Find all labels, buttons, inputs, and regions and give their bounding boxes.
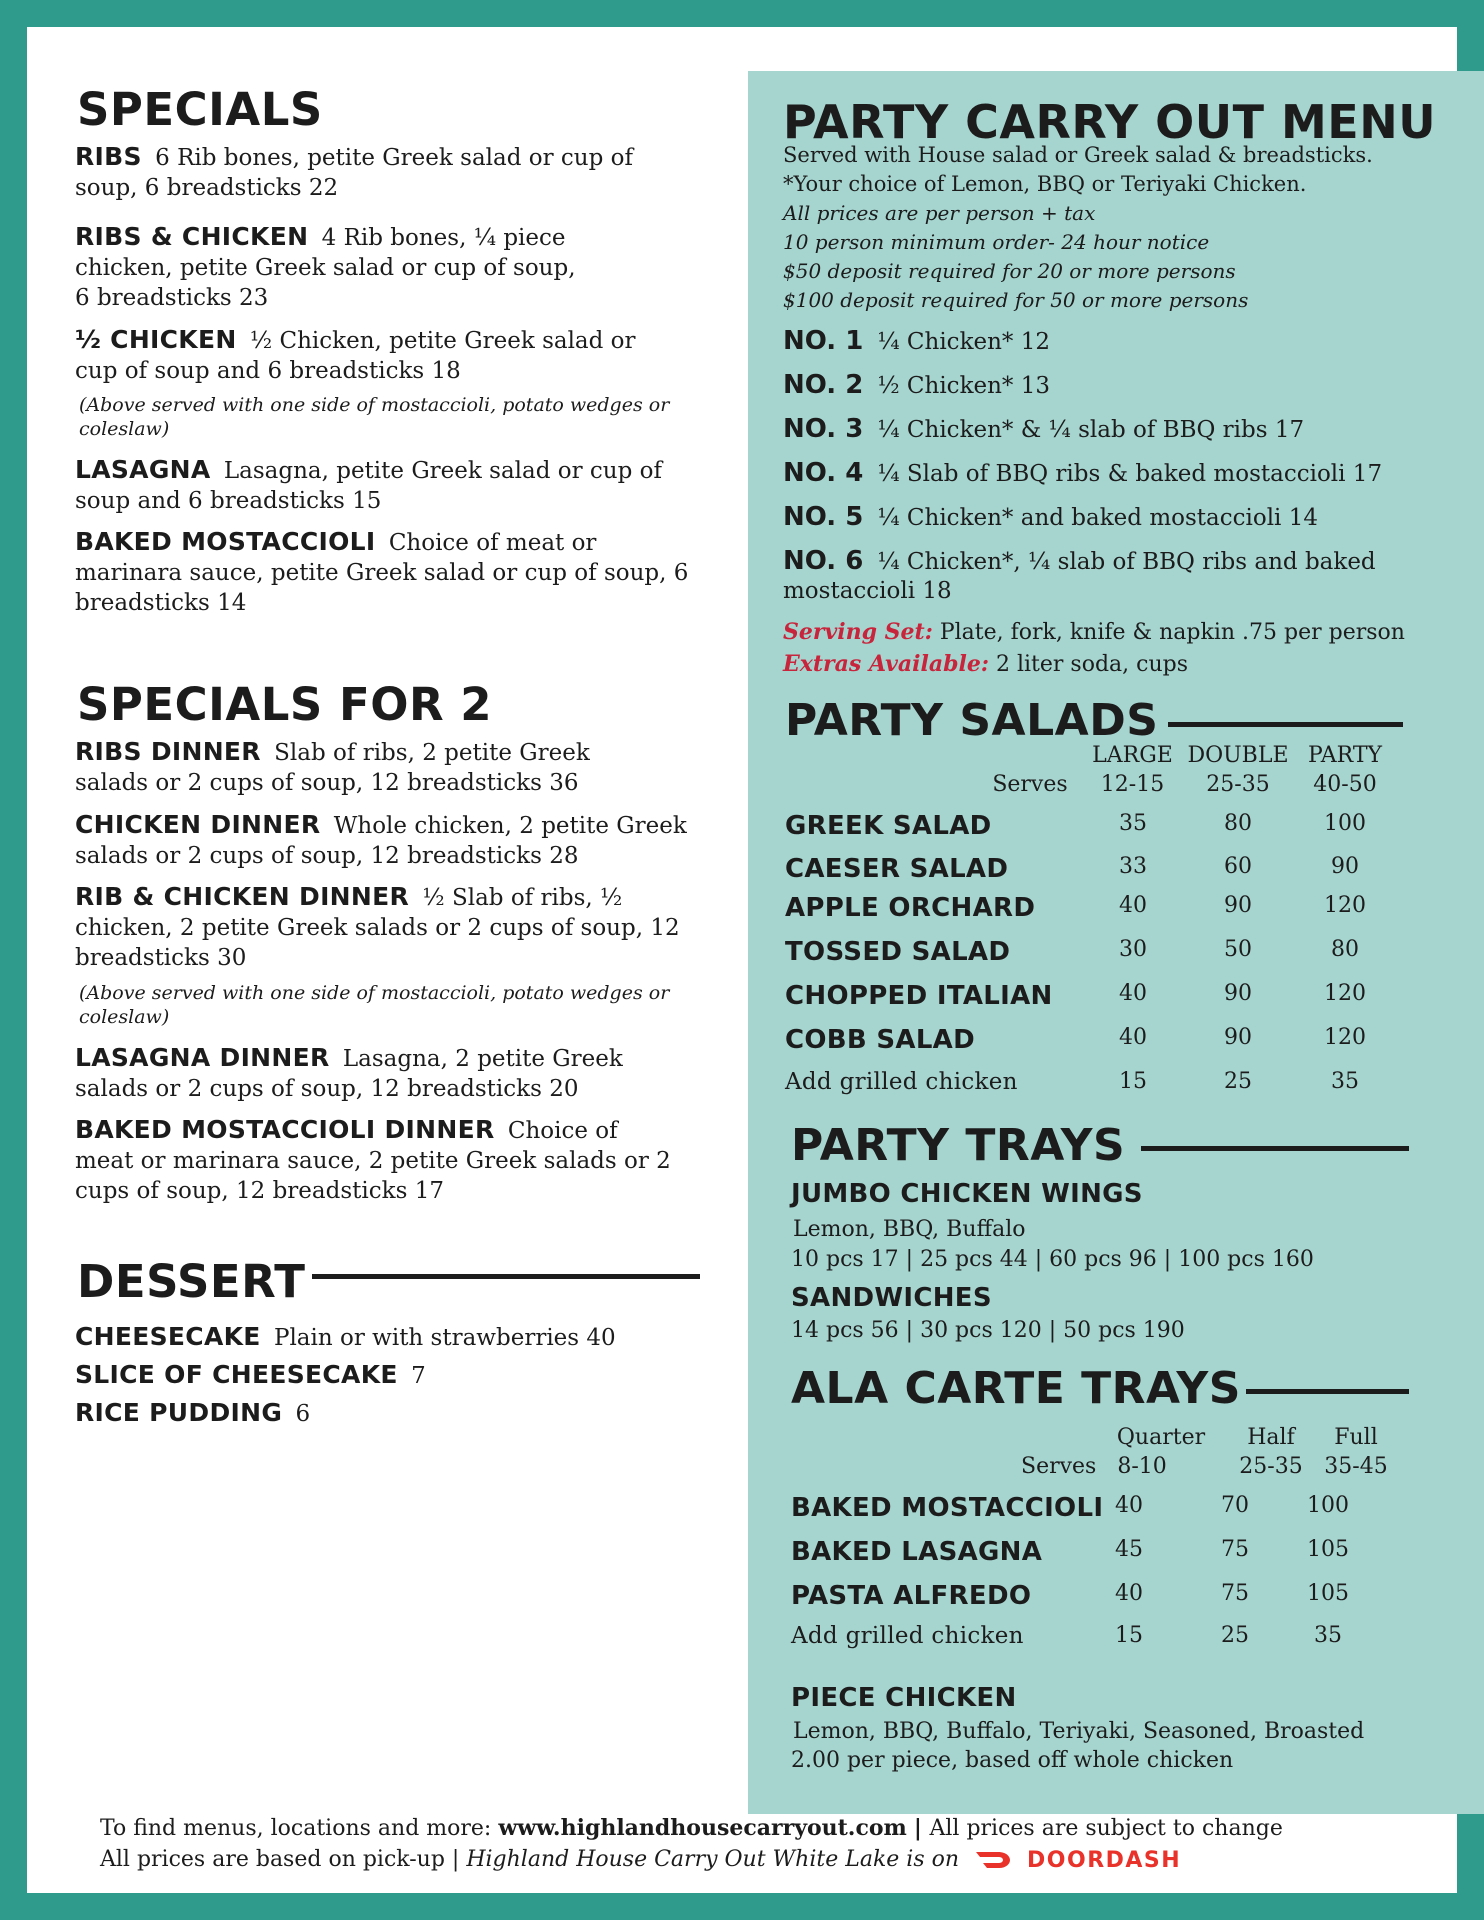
cell-double: 60 [1224, 854, 1252, 879]
cell-quarter: 15 [1115, 1623, 1143, 1648]
col-size: Full [1334, 1425, 1378, 1450]
row-name: TOSSED SALAD [785, 937, 1011, 967]
cell-party: 120 [1324, 981, 1366, 1006]
combo-number: NO. 1 [783, 326, 864, 356]
specials-note: (Above served with one side of mostaccioli, potato wedges or coleslaw) [79, 394, 670, 440]
sandwiches-prices: 14 pcs 56 | 30 pcs 120 | 50 pcs 190 [791, 1318, 1185, 1343]
footer-prefix: To find menus, locations and more: [100, 1816, 492, 1841]
item-name: RIBS & CHICKEN [75, 222, 309, 251]
col-size: PARTY [1307, 743, 1383, 768]
doordash-label: DOORDASH [1027, 1847, 1182, 1873]
cell-double: 25 [1224, 1069, 1252, 1094]
col-serves: 25-35 [1239, 1454, 1303, 1479]
combo-number: NO. 2 [783, 370, 864, 400]
cell-large: 35 [1119, 811, 1147, 836]
cell-party: 80 [1331, 937, 1359, 962]
intro-line: Served with House salad or Greek salad & breadsticks. [783, 143, 1373, 167]
special2-rib-chicken-dinner [75, 882, 695, 973]
col-header [1231, 1423, 1311, 1481]
special-lasagna [75, 455, 675, 516]
table-row [785, 854, 1465, 894]
extras-available [783, 651, 1188, 677]
item-desc: 4 Rib bones, ¼ piece chicken, petite Greek salad or cup of soup, 6 breadsticks 23 [75, 225, 576, 311]
combo-desc: ½ Chicken* 13 [877, 373, 1051, 399]
combo-no-4 [783, 458, 1382, 488]
col-serves: 35-45 [1324, 1454, 1388, 1479]
specials-for-2-title: SPECIALS FOR 2 [77, 678, 493, 731]
item-name: RIBS [75, 142, 142, 171]
serves-label: Serves [1021, 1454, 1097, 1479]
table-row [785, 937, 1465, 977]
cell-half: 75 [1221, 1581, 1249, 1606]
combo-no-6-cont: mostaccioli 18 [783, 578, 952, 604]
party-salads-table [785, 741, 1465, 1095]
col-serves: 25-35 [1206, 772, 1270, 797]
row-name: COBB SALAD [785, 1025, 975, 1055]
col-header [1111, 1423, 1211, 1452]
intro-italic-line: $50 deposit required for 20 or more persons [783, 259, 1236, 283]
combo-desc: ¼ Chicken* & ¼ slab of BBQ ribs 17 [877, 417, 1305, 443]
cell-party: 120 [1324, 893, 1366, 918]
party-salads-rule [1168, 722, 1403, 727]
intro-italic-line: All prices are per person + tax [783, 201, 1096, 225]
footer-suffix: All prices are subject to change [929, 1816, 1283, 1841]
cell-full: 35 [1314, 1623, 1342, 1648]
col-header [1316, 1423, 1396, 1481]
cell-double: 80 [1224, 811, 1252, 836]
cell-large: 33 [1119, 854, 1147, 879]
cell-party: 120 [1324, 1025, 1366, 1050]
row-name: BAKED MOSTACCIOLI [791, 1493, 1104, 1523]
item-name: BAKED MOSTACCIOLI DINNER [75, 1115, 495, 1144]
col-serves: 40-50 [1313, 772, 1377, 797]
ala-carte-rule [1246, 1389, 1409, 1394]
specials-title: SPECIALS [77, 83, 323, 136]
item-desc: Lasagna, 2 petite Greek salads or 2 cups of soup, 12 breadsticks 20 [75, 1046, 623, 1102]
menu-page [27, 27, 1457, 1893]
footer-pickup: All prices are based on pick-up [100, 1847, 445, 1872]
item-name: LASAGNA [75, 455, 211, 484]
cell-double: 50 [1224, 937, 1252, 962]
piece-chicken-title: PIECE CHICKEN [791, 1683, 1017, 1713]
ala-carte-table [791, 1423, 1471, 1663]
serving-set-label: Serving Set: [783, 619, 933, 645]
col-header [1085, 741, 1180, 799]
table-row [785, 811, 1465, 851]
table-row [791, 1623, 1471, 1663]
row-name: CHOPPED ITALIAN [785, 981, 1053, 1011]
row-name: Add grilled chicken [785, 1069, 1018, 1095]
party-trays-title: PARTY TRAYS [791, 1120, 1126, 1171]
item-name: BAKED MOSTACCIOLI [75, 527, 376, 556]
cell-half: 70 [1221, 1493, 1249, 1518]
table-row [791, 1537, 1471, 1577]
col-size: DOUBLE [1187, 743, 1289, 768]
cell-double: 90 [1224, 981, 1252, 1006]
item-desc: 6 [295, 1401, 311, 1427]
cell-double: 90 [1224, 1025, 1252, 1050]
combo-desc: ¼ Chicken* 12 [877, 329, 1051, 355]
combo-no-2 [783, 370, 1050, 400]
row-name: Add grilled chicken [791, 1623, 1024, 1649]
intro-italic-line: $100 deposit required for 50 or more persons [783, 288, 1249, 312]
dessert-title: DESSERT [77, 1255, 306, 1308]
party-panel [748, 71, 1484, 1814]
combo-no-5 [783, 502, 1318, 532]
intro-italic-line: 10 person minimum order- 24 hour notice [783, 230, 1210, 254]
serving-set-text: Plate, fork, knife & napkin .75 per person [939, 620, 1405, 645]
party-carry-out-title: PARTY CARRY OUT MENU [783, 95, 1437, 149]
special2-lasagna-dinner [75, 1043, 675, 1104]
combo-number: NO. 4 [783, 458, 864, 488]
party-salads-title: PARTY SALADS [785, 695, 1159, 746]
footer-line-2: All prices are based on pick-up | Highland House Carry Out White Lake is on DOORDASH [100, 1847, 1182, 1873]
cell-full: 105 [1307, 1537, 1349, 1562]
item-name: RICE PUDDING [75, 1398, 283, 1427]
cell-half: 25 [1221, 1623, 1249, 1648]
item-desc: 7 [411, 1363, 426, 1389]
intro-line: *Your choice of Lemon, BBQ or Teriyaki Chicken. [783, 172, 1307, 196]
col-serves: 8-10 [1117, 1454, 1167, 1479]
col-size: Quarter [1116, 1425, 1206, 1450]
combo-number: NO. 3 [783, 414, 864, 444]
extras-text: 2 liter soda, cups [995, 652, 1189, 677]
serves-label: Serves [992, 772, 1068, 797]
item-desc: 6 Rib bones, petite Greek salad or cup of soup, 6 breadsticks 22 [75, 145, 634, 201]
piece-chicken-price: 2.00 per piece, based off whole chicken [791, 1748, 1234, 1773]
item-desc: ½ Slab of ribs, ½ chicken, 2 petite Greek salads or 2 cups of soup, 12 breadsticks 30 [75, 885, 680, 971]
item-name: RIBS DINNER [75, 737, 261, 766]
cell-full: 105 [1307, 1581, 1349, 1606]
cell-party: 90 [1331, 854, 1359, 879]
cell-half: 75 [1221, 1537, 1249, 1562]
doordash-icon [974, 1849, 1014, 1871]
cell-large: 30 [1119, 937, 1147, 962]
combo-desc: ¼ Chicken* and baked mostaccioli 14 [877, 505, 1318, 531]
dessert-cheesecake [75, 1322, 675, 1353]
cell-party: 100 [1324, 811, 1366, 836]
item-name: SLICE OF CHEESECAKE [75, 1360, 398, 1389]
item-name: CHEESECAKE [75, 1322, 261, 1351]
item-desc: Slab of ribs, 2 petite Greek salads or 2 cups of soup, 12 breadsticks 36 [75, 740, 590, 796]
table-row [785, 981, 1465, 1021]
item-desc: Choice of meat or marinara sauce, petite Greek salad or cup of soup, 6 breadsticks 14 [75, 530, 689, 616]
special-half-chicken [75, 325, 675, 386]
serving-set [783, 619, 1405, 645]
combo-no-1 [783, 326, 1050, 356]
table-row [785, 1025, 1465, 1065]
footer-doordash-text: Highland House Carry Out White Lake is on [466, 1847, 960, 1872]
cell-large: 40 [1119, 981, 1147, 1006]
cell-quarter: 45 [1115, 1537, 1143, 1562]
col-size: Half [1247, 1425, 1295, 1450]
special2-chicken-dinner [75, 810, 695, 871]
item-name: LASAGNA DINNER [75, 1043, 330, 1072]
item-name: ½ CHICKEN [75, 325, 237, 354]
extras-label: Extras Available: [783, 651, 989, 677]
col-serves: 12-15 [1100, 772, 1165, 797]
combo-no-3 [783, 414, 1304, 444]
special2-ribs-dinner [75, 737, 635, 798]
wings-flavors: Lemon, BBQ, Buffalo [793, 1217, 1026, 1242]
cell-quarter: 40 [1115, 1493, 1143, 1518]
table-row [785, 893, 1465, 933]
item-name: RIB & CHICKEN DINNER [75, 882, 410, 911]
wings-title: JUMBO CHICKEN WINGS [791, 1179, 1143, 1209]
col-header [1295, 741, 1395, 799]
item-name: CHICKEN DINNER [75, 810, 321, 839]
col-header [1183, 741, 1293, 799]
row-name: BAKED LASAGNA [791, 1537, 1043, 1567]
cell-large: 40 [1119, 893, 1147, 918]
item-desc: Plain or with strawberries 40 [273, 1325, 616, 1351]
special-ribs-chicken [75, 222, 595, 313]
dessert-rice-pudding [75, 1398, 675, 1429]
col-size: LARGE [1092, 743, 1173, 768]
combo-no-6 [783, 546, 1376, 576]
ala-carte-title: ALA CARTE TRAYS [791, 1363, 1241, 1414]
cell-full: 100 [1307, 1493, 1349, 1518]
table-row [791, 1581, 1471, 1621]
combo-desc: ¼ Slab of BBQ ribs & baked mostaccioli 17 [877, 461, 1383, 487]
piece-chicken-flavors: Lemon, BBQ, Buffalo, Teriyaki, Seasoned, Broasted [793, 1719, 1365, 1744]
cell-quarter: 40 [1115, 1581, 1143, 1606]
item-desc: Whole chicken, 2 petite Greek salads or 2 cups of soup, 12 breadsticks 28 [75, 813, 687, 869]
row-name: CAESER SALAD [785, 854, 1009, 884]
website-link[interactable]: www.highlandhousecarryout.com [498, 1815, 907, 1841]
cell-large: 15 [1119, 1069, 1147, 1094]
combo-desc: ¼ Chicken*, ¼ slab of BBQ ribs and baked [877, 549, 1376, 575]
sandwiches-title: SANDWICHES [791, 1283, 992, 1313]
dessert-slice-cheesecake [75, 1360, 675, 1391]
special-baked-mostaccioli [75, 527, 695, 618]
footer-line-1: To find menus, locations and more: www.highlandhousecarryout.com | All prices are subject to change [100, 1815, 1283, 1841]
special-ribs [75, 142, 675, 203]
cell-large: 40 [1119, 1025, 1147, 1050]
row-name: PASTA ALFREDO [791, 1581, 1032, 1611]
item-desc: Choice of meat or marinara sauce, 2 petite Greek salads or 2 cups of soup, 12 breadsticks 17 [75, 1118, 671, 1204]
serves-row [1021, 1452, 1201, 1481]
cell-double: 90 [1224, 893, 1252, 918]
party-intro [783, 141, 1463, 315]
table-row [785, 1069, 1465, 1109]
row-name: GREEK SALAD [785, 811, 992, 841]
item-desc: Lasagna, petite Greek salad or cup of soup and 6 breadsticks 15 [75, 458, 663, 514]
row-name: APPLE ORCHARD [785, 893, 1036, 923]
table-row [791, 1493, 1471, 1533]
wings-prices: 10 pcs 17 | 25 pcs 44 | 60 pcs 96 | 100 pcs 160 [791, 1247, 1314, 1272]
item-desc: ½ Chicken, petite Greek salad or cup of soup and 6 breadsticks 18 [75, 328, 636, 384]
specials-for-2-note: (Above served with one side of mostaccioli, potato wedges or coleslaw) [79, 982, 670, 1028]
cell-party: 35 [1331, 1069, 1359, 1094]
combo-number: NO. 5 [783, 502, 864, 532]
party-trays-rule [1141, 1146, 1409, 1151]
special2-baked-mostaccioli-dinner [75, 1115, 675, 1206]
dessert-rule [312, 1274, 700, 1279]
combo-number: NO. 6 [783, 546, 864, 576]
